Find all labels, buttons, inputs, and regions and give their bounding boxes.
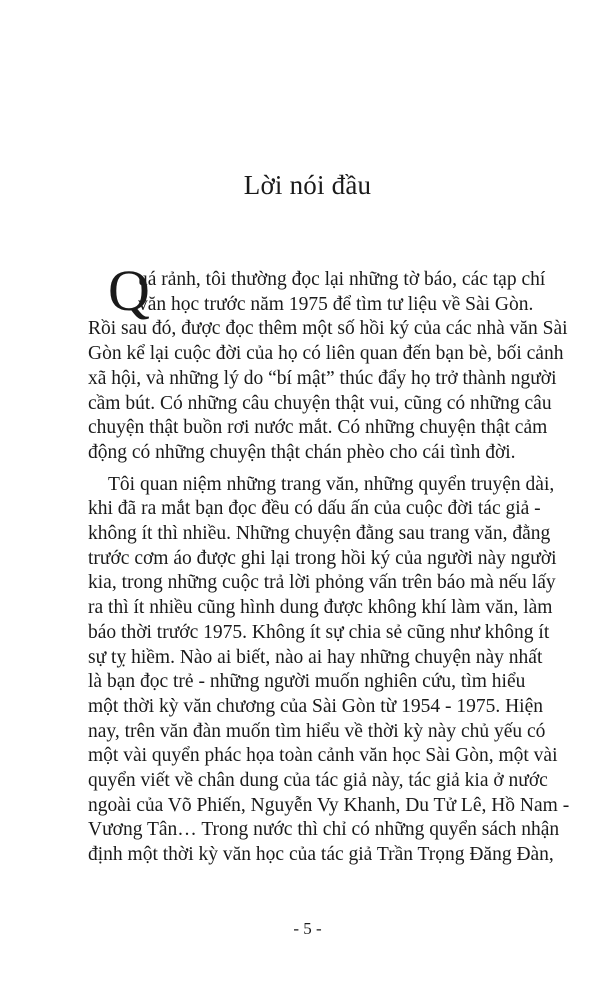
text-line: Gòn kể lại cuộc đời của họ có liên quan đến bạn bè, bối cảnh [88,343,564,365]
text-line: Tôi quan niệm những trang văn, những quyển truyện dài, [108,473,555,495]
text-line: báo thời trước 1975. Không ít sự chia sẻ cũng như không ít [88,621,550,643]
text-line: Rồi sau đó, được đọc thêm một số hồi ký của các nhà văn Sài [88,318,568,340]
text-line: không ít thì nhiều. Những chuyện đằng sau trang văn, đằng [88,523,551,545]
text-line: kia, trong những cuộc trả lời phỏng vấn trên báo mà nếu lấy [88,572,556,594]
text-line: quyển viết về chân dung của tác giả này, tác giả kia ở nước [88,770,548,792]
text-line: sự tỵ hiềm. Nào ai biết, nào ai hay những chuyện này nhất [88,646,543,668]
text-line: xã hội, và những lý do “bí mật” thúc đẩy họ trở thành người [88,367,557,389]
chapter-title: Lời nói đầu [243,170,372,200]
text-line: Vương Tân… Trong nước thì chỉ có những quyển sách nhận [88,819,560,841]
text-line: định một thời kỳ văn học của tác giả Trần Trọng Đăng Đàn, [88,844,554,866]
body-text [88,258,570,868]
paragraph-1 [88,258,568,466]
text-line: ra thì ít nhiều cũng hình dung được không khí làm văn, làm [88,597,553,619]
text-line: văn học trước năm 1975 để tìm tư liệu về Sài Gòn. [138,293,534,315]
text-line: khi đã ra mắt bạn đọc đều có dấu ấn của cuộc đời tác giả - [88,498,541,520]
text-line: cầm bút. Có những câu chuyện thật vui, cũng có những câu [88,392,552,414]
text-line: trước cơm áo được ghi lại trong hồi ký của người này người [88,547,557,569]
text-line: uá rảnh, tôi thường đọc lại những tờ báo, các tạp chí [138,269,546,290]
text-line: động có những chuyện thật chán phèo cho cái tình đời. [88,441,516,463]
text-line: nay, trên văn đàn muốn tìm hiểu về thời kỳ này chủ yếu có [88,720,546,742]
page-number: - 5 - [293,919,322,938]
text-line: một vài quyển phác họa toàn cảnh văn học Sài Gòn, một vài [88,745,558,767]
text-line: ngoài của Võ Phiến, Nguyễn Vy Khanh, Du Tử Lê, Hồ Nam - [88,794,570,816]
text-line: là bạn đọc trẻ - những người muốn nghiên cứu, tìm hiểu [88,671,526,693]
paragraph-2 [88,473,570,868]
text-line: một thời kỳ văn chương của Sài Gòn từ 1954 - 1975. Hiện [88,695,543,717]
text-line: chuyện thật buồn rơi nước mắt. Có những chuyện thật cảm [88,417,548,439]
drop-cap: Q [108,258,150,323]
